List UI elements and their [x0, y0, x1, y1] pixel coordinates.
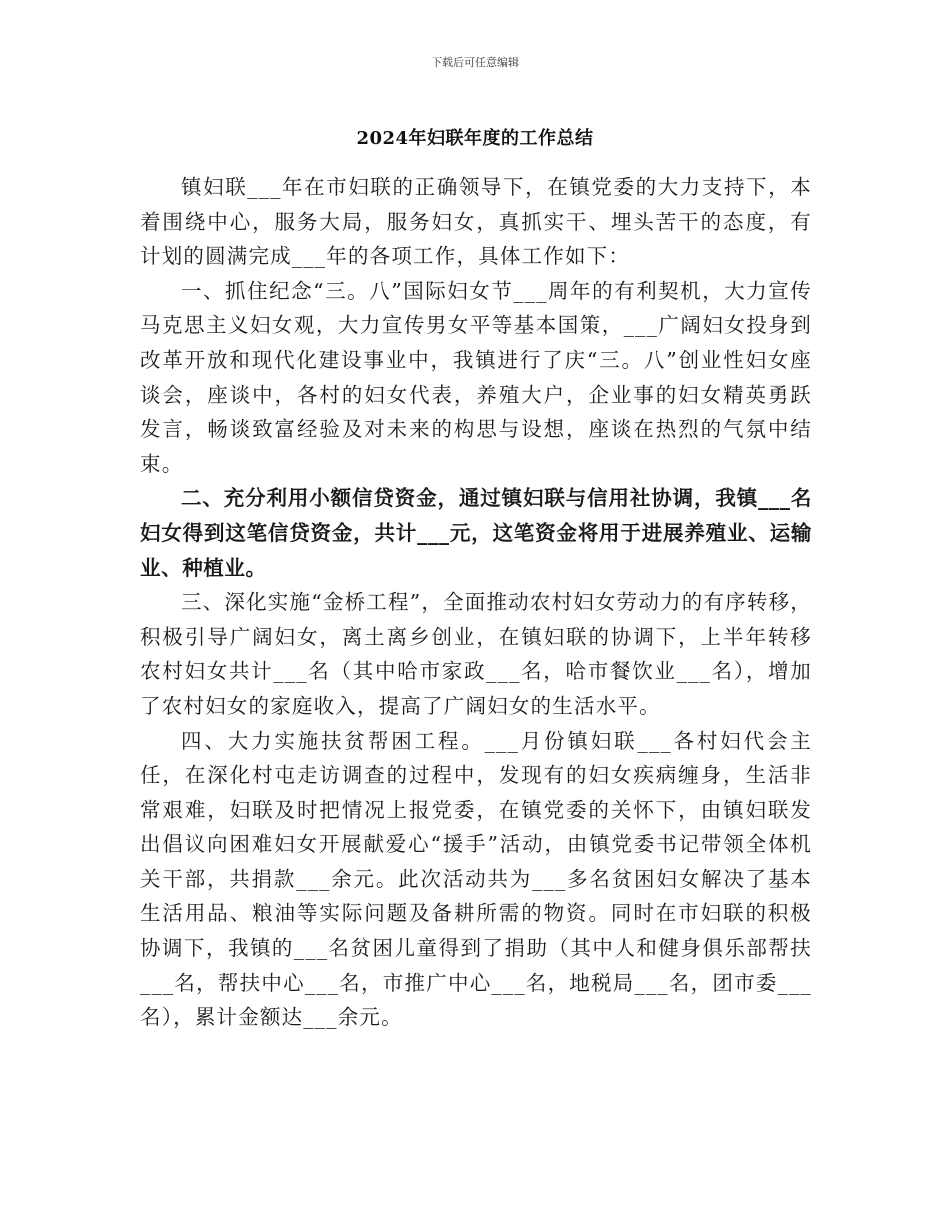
- paragraph-intro: 镇妇联___年在市妇联的正确领导下，在镇党委的大力支持下，本着围绕中心，服务大局，服务妇女，真抓实干、埋头苦干的态度，有计划的圆满完成___年的各项工作，具体工作如下：: [140, 175, 812, 269]
- document-body: [140, 170, 812, 1035]
- paragraph-section-2: 二、充分利用小额信贷资金，通过镇妇联与信用社协调，我镇___名妇女得到这笔信贷资金，共计___元，这笔资金将用于进展养殖业、运输业、种植业。: [140, 486, 812, 580]
- page-header-note: 下载后可任意编辑: [431, 56, 519, 69]
- document-title: 2024年妇联年度的工作总结: [356, 128, 594, 149]
- paragraph-section-3: 三、深化实施“金桥工程”，全面推动农村妇女劳动力的有序转移，积极引导广阔妇女，离土离乡创业，在镇妇联的协调下，上半年转移农村妇女共计___名（其中哈市家政___名，哈市餐饮业___名），增加了农村妇女的家庭收入，提高了广阔妇女的生活水平。: [140, 590, 812, 718]
- paragraph-section-1: 一、抓住纪念“三。八”国际妇女节___周年的有利契机，大力宣传马克思主义妇女观，大力宣传男女平等基本国策，___广阔妇女投身到改革开放和现代化建设事业中，我镇进行了庆“三。八”创业性妇女座谈会，座谈中，各村的妇女代表，养殖大户，企业事的妇女精英勇跃发言，畅谈致富经验及对未来的构思与设想，座谈在热烈的气氛中结束。: [140, 278, 812, 476]
- paragraph-section-4: 四、大力实施扶贫帮困工程。___月份镇妇联___各村妇代会主任，在深化村屯走访调查的过程中，发现有的妇女疾病缠身，生活非常艰难，妇联及时把情况上报党委，在镇党委的关怀下，由镇妇联发出倡议向困难妇女开展献爱心“援手”活动，由镇党委书记带领全体机关干部，共捐款___余元。此次活动共为___多名贫困妇女解决了基本生活用品、粮油等实际问题及备耕所需的物资。同时在市妇联的积极协调下，我镇的___名贫困儿童得到了捐助（其中人和健身俱乐部帮扶___名，帮扶中心___名，市推广中心___名，地税局___名，团市委___名），累计金额达___余元。: [140, 728, 812, 1030]
